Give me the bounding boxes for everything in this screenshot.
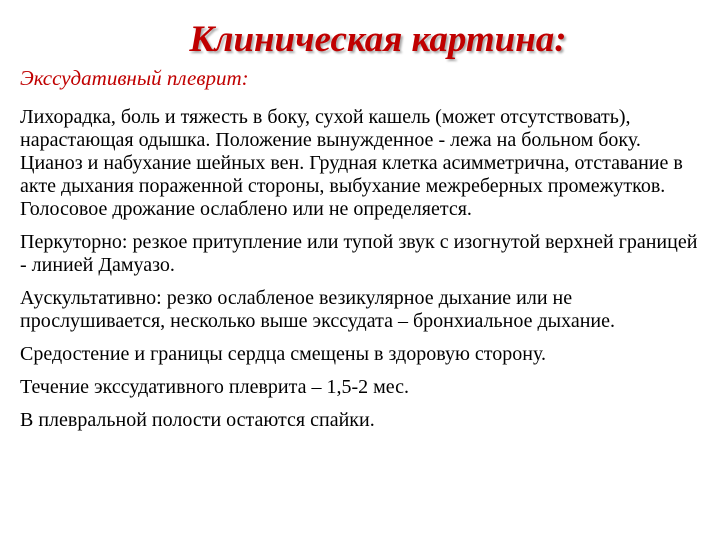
paragraph-adhesions: В плевральной полости остаются спайки. <box>20 409 375 431</box>
paragraph-symptoms: Лихорадка, боль и тяжесть в боку, сухой кашель (может отсутствовать), нарастающая одышка. Положение вынужденное - лежа на больном боку. Цианоз и набухание шейных вен. Грудная клетка асимметрична, отставание в акте дыхания пораженной стороны, выбухание межреберных промежутков. Голосовое дрожание ослаблено или не определяется. <box>20 106 683 220</box>
paragraph-percussion: Перкуторно: резкое притупление или тупой звук с изогнутой верхней границей - линией Дамуазо. <box>20 231 698 276</box>
paragraph-course: Течение экссудативного плеврита – 1,5-2 мес. <box>20 376 410 398</box>
paragraph-mediastinum: Средостение и границы сердца смещены в здоровую сторону. <box>20 343 546 365</box>
paragraph-auscultation: Аускультативно: резко ослабленое везикулярное дыхание или не прослушивается, несколько выше экссудата – бронхиальное дыхание. <box>20 287 616 332</box>
slide-body <box>20 106 700 432</box>
slide-subtitle: Экссудативный плеврит: <box>20 66 249 90</box>
slide-title: Клиническая картина: <box>189 19 567 60</box>
